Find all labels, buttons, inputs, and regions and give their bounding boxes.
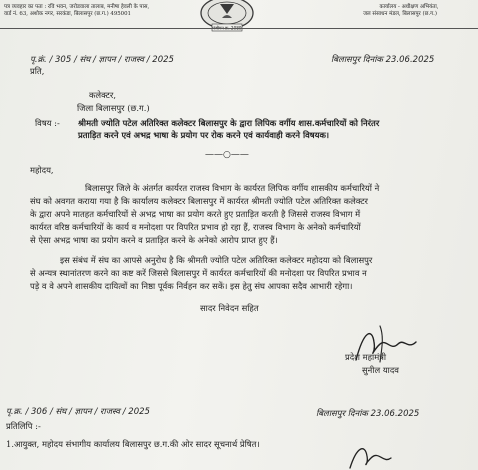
signatory-name: सुनील यादव — [362, 365, 399, 375]
letterhead-right — [325, 4, 475, 18]
signatory-title: प्रदेश महामंत्री — [345, 352, 386, 362]
salutation: महोदय, — [30, 165, 54, 175]
date-top: बिलासपुर दिनांक 23.06.2025 — [331, 55, 435, 65]
pratilipi-label: प्रतिलिपि :- — [6, 421, 41, 431]
prati-label: प्रति, — [30, 66, 45, 76]
paragraph-2 — [30, 255, 372, 294]
paragraph-1-line: संघ को अवगत कराया गया है कि कार्यालय कलेक्टर बिलासपुर में कार्यरत श्रीमती ज्योति पटेल अतिरिक्त कलेक्टर — [30, 196, 368, 206]
date-bottom: बिलासपुर दिनांक 23.06.2025 — [316, 409, 420, 419]
letterhead-office-line-2: जल संसाधन मंडल, बिलासपुर (छ.ग.) — [363, 11, 437, 17]
addressee-line-1: कलेक्टर, — [89, 90, 116, 100]
letterhead-divider — [0, 28, 478, 29]
subject-line-1: श्रीमती ज्योति पटेल अतिरिक्त कलेक्टर बिलासपुर के द्वारा लिपिक वर्गीय शास.कर्मचारियों को निरंतर — [78, 118, 380, 128]
reference-number-top: पृ.क्रं. / 305 / संघ / ज्ञापन / राजस्व / 2025 — [30, 55, 174, 65]
subject-separator: ——○—— — [205, 150, 249, 160]
paragraph-1-line: कार्यरत वरिष्ठ कर्मचारियों के कार्य व मनोदशा पर विपरित प्रभाव हो रहा हैं, राजस्व विभाग के अनेको कर्मचारियों — [30, 222, 361, 232]
paragraph-2-line: इस संबंध में संघ का आपसे अनुरोध है कि श्रीमती ज्योति पटेल अतिरिक्त कलेक्टर महोदया को बिलासपुर — [60, 255, 373, 265]
subject-label: विषय :- — [35, 118, 60, 128]
paragraph-1-line: से ऐसा अभद्र भाषा का प्रयोग करने व प्रताड़ित करने के अनेको आरोप प्राप्त हुए हैं। — [30, 235, 278, 245]
paragraph-1-line: के द्वारा अपने मातहत कर्मचारियों से अभद्र भाषा का प्रयोग करते हुए प्रताड़ित करती है जिससे राजस्व विभाग में — [30, 209, 361, 219]
letterhead-address-line-2: वार्ड नं. 63, अशोक नगर, सरकंडा, बिलासपुर (छ.ग.) 495001 — [4, 11, 131, 17]
closing-text: सादर निवेदन सहित — [200, 303, 259, 313]
subject-line-2: प्रताड़ित करने एवं अभद्र भाषा के प्रयोग पर रोक करने एवं कार्यवाही करने विषयक। — [78, 130, 330, 140]
letterhead-address-line-1: पत्र व्यवहार का पता : रवि भवन, जरोडवाला तालाब, मनीषा हेवली के पास, — [4, 4, 150, 10]
copy-recipient-line: 1.आयुक्त, महोदय संभागीय कार्यालय बिलासपुर छ.ग.की ओर सादर सूचनार्थ प्रेषित। — [6, 439, 260, 449]
letterhead-left — [4, 4, 149, 18]
association-seal-logo — [198, 0, 256, 36]
handwritten-signature-bottom — [345, 440, 405, 470]
letterhead-office-line-1: कार्यालय - अधीक्षण अभियंता, — [379, 4, 439, 10]
reference-number-bottom: पृ.क्र. / 306 / संघ / ज्ञापन / राजस्व / 2025 — [6, 407, 150, 417]
addressee-line-2: जिला बिलासपुर (छ.ग.) — [77, 103, 150, 113]
paragraph-1-line: बिलासपुर जिले के अंतर्गत कार्यरत राजस्व विभाग के कार्यरत लिपिक वर्गीय शासकीय कर्मचारियों ने — [85, 183, 380, 193]
paragraph-2-line: पड़े व वे अपने शासकीय दायित्वों का निष्ठा पूर्वक निर्वहन कर सकें। इस हेतु संघ आपका सदैव आभारी रहेगा। — [30, 281, 353, 291]
paragraph-1 — [30, 183, 379, 248]
paragraph-2-line: से अन्यत्र स्थानांतरण करने का कष्ट करें जिससे बिलासपुर में कार्यरत कर्मचारियों की मनोदशा पर विपरित प्रभाव न — [30, 268, 367, 278]
